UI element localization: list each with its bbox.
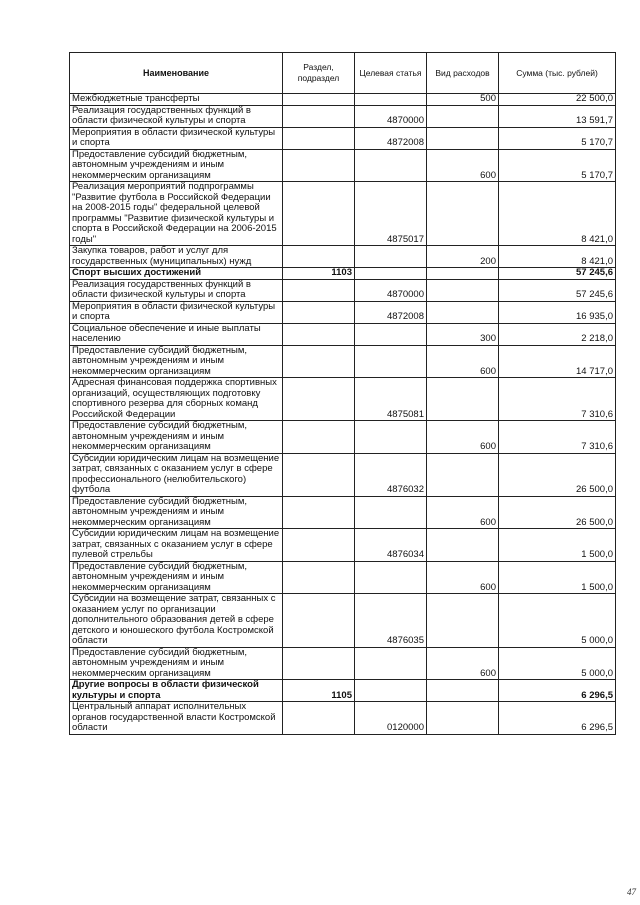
cell-sum: 22 500,0 xyxy=(499,94,616,106)
cell-section xyxy=(283,301,355,323)
cell-name: Закупка товаров, работ и услуг для государственных (муниципальных) нужд xyxy=(70,246,283,268)
cell-section xyxy=(283,127,355,149)
table-row xyxy=(70,149,616,182)
cell-sum: 26 500,0 xyxy=(499,453,616,496)
cell-sum: 7 310,6 xyxy=(499,421,616,454)
cell-name: Спорт высших достижений xyxy=(70,268,283,280)
table-row-subtotal xyxy=(70,680,616,702)
cell-sum: 8 421,0 xyxy=(499,246,616,268)
cell-type xyxy=(427,680,499,702)
cell-section xyxy=(283,496,355,529)
cell-section xyxy=(283,378,355,421)
cell-sum: 57 245,6 xyxy=(499,268,616,280)
table-row xyxy=(70,561,616,594)
cell-target xyxy=(355,421,427,454)
cell-target xyxy=(355,496,427,529)
cell-section xyxy=(283,647,355,680)
cell-target xyxy=(355,680,427,702)
cell-section xyxy=(283,323,355,345)
cell-sum: 26 500,0 xyxy=(499,496,616,529)
header-section: Раздел, подраздел xyxy=(283,53,355,94)
cell-name: Другие вопросы в области физической культуры и спорта xyxy=(70,680,283,702)
cell-name: Предоставление субсидий бюджетным, автономным учреждениям и иным некоммерческим организациям xyxy=(70,149,283,182)
table-row xyxy=(70,496,616,529)
cell-target: 4870000 xyxy=(355,105,427,127)
header-type: Вид расходов xyxy=(427,53,499,94)
cell-type: 600 xyxy=(427,421,499,454)
cell-target xyxy=(355,149,427,182)
table-row xyxy=(70,279,616,301)
cell-target xyxy=(355,246,427,268)
cell-section xyxy=(283,529,355,562)
cell-name: Мероприятия в области физической культуры и спорта xyxy=(70,301,283,323)
cell-type: 200 xyxy=(427,246,499,268)
table-row xyxy=(70,105,616,127)
cell-sum: 8 421,0 xyxy=(499,182,616,246)
cell-target: 4872008 xyxy=(355,127,427,149)
cell-target xyxy=(355,94,427,106)
cell-type xyxy=(427,453,499,496)
cell-name: Субсидии на возмещение затрат, связанных с оказанием услуг по организации дополнительного образования детей в сфере детского и юношеского футбола Костромской области xyxy=(70,594,283,648)
cell-type: 500 xyxy=(427,94,499,106)
cell-name: Предоставление субсидий бюджетным, автономным учреждениям и иным некоммерческим организациям xyxy=(70,561,283,594)
cell-type: 600 xyxy=(427,561,499,594)
cell-type xyxy=(427,105,499,127)
cell-target: 4876035 xyxy=(355,594,427,648)
cell-name: Социальное обеспечение и иные выплаты населению xyxy=(70,323,283,345)
cell-type: 300 xyxy=(427,323,499,345)
cell-target: 4875081 xyxy=(355,378,427,421)
cell-sum: 5 170,7 xyxy=(499,127,616,149)
cell-target xyxy=(355,323,427,345)
cell-type xyxy=(427,529,499,562)
cell-sum: 5 170,7 xyxy=(499,149,616,182)
table-row xyxy=(70,345,616,378)
cell-sum: 57 245,6 xyxy=(499,279,616,301)
cell-section xyxy=(283,561,355,594)
table-body xyxy=(70,94,616,735)
header-sum: Сумма (тыс. рублей) xyxy=(499,53,616,94)
header-name: Наименование xyxy=(70,53,283,94)
cell-name: Предоставление субсидий бюджетным, автономным учреждениям и иным некоммерческим организациям xyxy=(70,647,283,680)
cell-target: 4876032 xyxy=(355,453,427,496)
cell-section xyxy=(283,453,355,496)
table-row xyxy=(70,594,616,648)
cell-type xyxy=(427,182,499,246)
table-row-subtotal xyxy=(70,268,616,280)
cell-name: Реализация государственных функций в области физической культуры и спорта xyxy=(70,279,283,301)
cell-name: Реализация государственных функций в области физической культуры и спорта xyxy=(70,105,283,127)
cell-type xyxy=(427,268,499,280)
table-row xyxy=(70,182,616,246)
table-row xyxy=(70,127,616,149)
table-row xyxy=(70,94,616,106)
table-header xyxy=(70,53,616,94)
cell-section xyxy=(283,421,355,454)
cell-name: Предоставление субсидий бюджетным, автономным учреждениям и иным некоммерческим организациям xyxy=(70,496,283,529)
table-row xyxy=(70,421,616,454)
budget-table xyxy=(69,52,616,735)
cell-target: 4875017 xyxy=(355,182,427,246)
table-row xyxy=(70,323,616,345)
cell-section xyxy=(283,345,355,378)
cell-sum: 16 935,0 xyxy=(499,301,616,323)
cell-target: 0120000 xyxy=(355,702,427,735)
cell-type xyxy=(427,301,499,323)
cell-type xyxy=(427,127,499,149)
cell-name: Межбюджетные трансферты xyxy=(70,94,283,106)
page-number: 47 xyxy=(627,887,636,897)
table-row xyxy=(70,453,616,496)
cell-section: 1105 xyxy=(283,680,355,702)
cell-section xyxy=(283,702,355,735)
cell-name: Предоставление субсидий бюджетным, автономным учреждениям и иным некоммерческим организациям xyxy=(70,421,283,454)
table-row xyxy=(70,246,616,268)
table-row xyxy=(70,702,616,735)
cell-name: Предоставление субсидий бюджетным, автономным учреждениям и иным некоммерческим организациям xyxy=(70,345,283,378)
cell-sum: 1 500,0 xyxy=(499,561,616,594)
header-row xyxy=(70,53,616,94)
cell-target: 4876034 xyxy=(355,529,427,562)
cell-section: 1103 xyxy=(283,268,355,280)
table-row xyxy=(70,647,616,680)
cell-sum: 13 591,7 xyxy=(499,105,616,127)
cell-type xyxy=(427,279,499,301)
cell-section xyxy=(283,246,355,268)
cell-section xyxy=(283,105,355,127)
cell-sum: 2 218,0 xyxy=(499,323,616,345)
cell-target: 4872008 xyxy=(355,301,427,323)
cell-section xyxy=(283,94,355,106)
cell-type: 600 xyxy=(427,149,499,182)
cell-target xyxy=(355,345,427,378)
cell-name: Реализация мероприятий подпрограммы "Развитие футбола в Российской Федерации на 2008-2015 годы" федеральной целевой программы "Развитие физической культуры и спорта в Российской Федерации на 2006-2015 годы" xyxy=(70,182,283,246)
cell-sum: 6 296,5 xyxy=(499,680,616,702)
cell-type xyxy=(427,702,499,735)
cell-sum: 5 000,0 xyxy=(499,647,616,680)
cell-sum: 7 310,6 xyxy=(499,378,616,421)
header-target: Целевая статья xyxy=(355,53,427,94)
table-row xyxy=(70,301,616,323)
cell-name: Субсидии юридическим лицам на возмещение затрат, связанных с оказанием услуг в сфере профессионального (нелюбительского) футбола xyxy=(70,453,283,496)
cell-section xyxy=(283,149,355,182)
cell-section xyxy=(283,279,355,301)
cell-name: Центральный аппарат исполнительных органов государственной власти Костромской области xyxy=(70,702,283,735)
table-row xyxy=(70,378,616,421)
cell-section xyxy=(283,182,355,246)
cell-sum: 5 000,0 xyxy=(499,594,616,648)
cell-section xyxy=(283,594,355,648)
cell-target xyxy=(355,268,427,280)
cell-type xyxy=(427,594,499,648)
cell-sum: 14 717,0 xyxy=(499,345,616,378)
cell-type: 600 xyxy=(427,345,499,378)
cell-type: 600 xyxy=(427,647,499,680)
cell-type: 600 xyxy=(427,496,499,529)
cell-sum: 1 500,0 xyxy=(499,529,616,562)
cell-name: Мероприятия в области физической культуры и спорта xyxy=(70,127,283,149)
cell-name: Субсидии юридическим лицам на возмещение затрат, связанных с оказанием услуг в сфере пулевой стрельбы xyxy=(70,529,283,562)
cell-target xyxy=(355,561,427,594)
cell-target xyxy=(355,647,427,680)
cell-sum: 6 296,5 xyxy=(499,702,616,735)
cell-target: 4870000 xyxy=(355,279,427,301)
table-row xyxy=(70,529,616,562)
cell-name: Адресная финансовая поддержка спортивных организаций, осуществляющих подготовку спортивного резерва для сборных команд Российской Федерации xyxy=(70,378,283,421)
cell-type xyxy=(427,378,499,421)
